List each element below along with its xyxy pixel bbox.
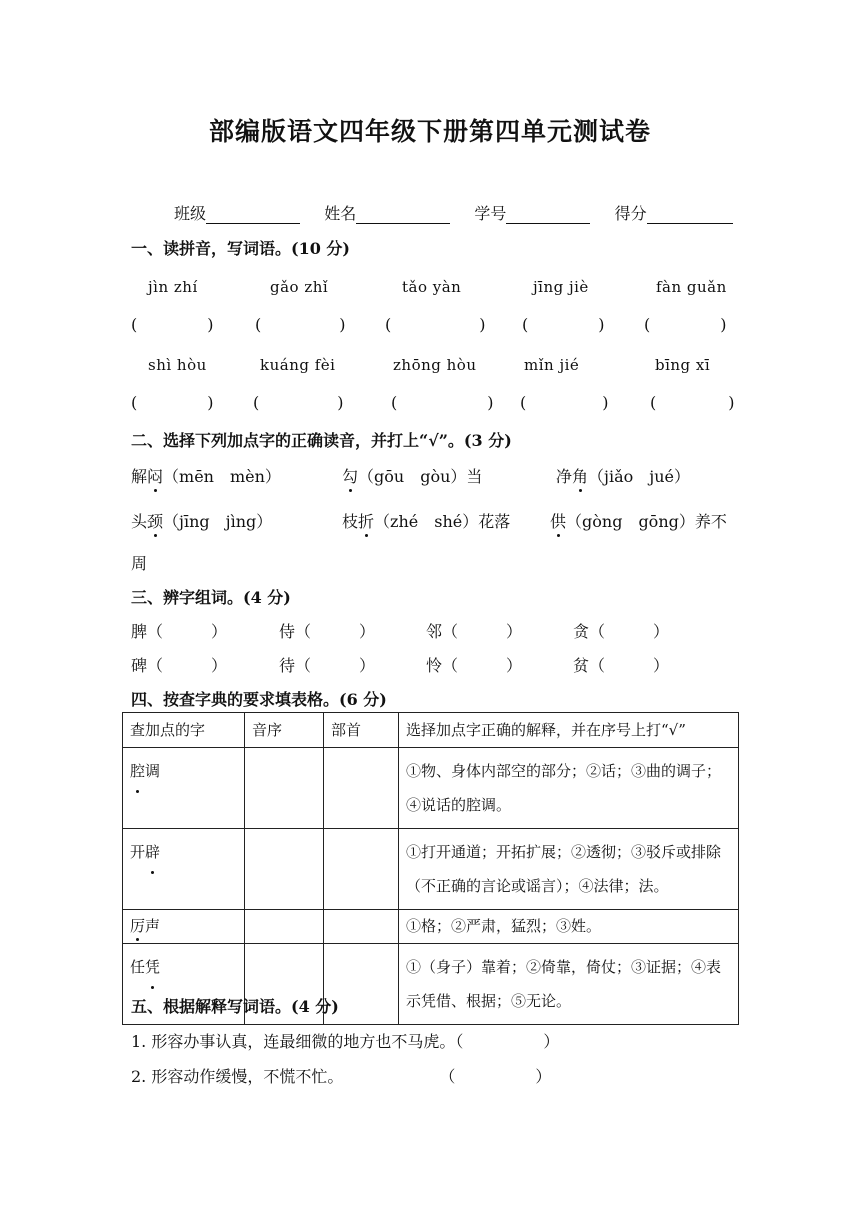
section3-heading: 三、辨字组词。(4 分) bbox=[131, 588, 291, 607]
header-cell: 部首 bbox=[324, 713, 399, 748]
dotted-char: 闷 bbox=[147, 464, 163, 487]
blank: （ ） bbox=[147, 656, 228, 675]
pinyin-10: bīng xī bbox=[655, 356, 711, 374]
pinyin-4: jīng jiè bbox=[533, 278, 589, 296]
char-item-1[interactable] bbox=[131, 619, 227, 642]
table-header-row bbox=[123, 713, 739, 748]
table-row bbox=[123, 829, 739, 910]
word-char: 开 bbox=[130, 843, 146, 861]
definition-cell[interactable]: ①格；②严肃，猛烈；③姓。 bbox=[399, 910, 739, 944]
word-cell bbox=[123, 748, 245, 829]
dotted-char: 角 bbox=[572, 464, 588, 487]
dotted-char: 供 bbox=[550, 509, 566, 532]
number-label: 学号 bbox=[474, 204, 507, 223]
definition-cell[interactable]: ①（身子）靠着；②倚靠，倚仗；③证据；④表示凭借、根据；⑤无论。 bbox=[399, 944, 739, 1025]
bushou-cell[interactable] bbox=[324, 829, 399, 910]
student-info bbox=[174, 201, 733, 224]
yinxu-cell[interactable] bbox=[245, 910, 324, 944]
reading-item-3[interactable] bbox=[556, 464, 690, 487]
class-label: 班级 bbox=[174, 204, 207, 223]
answer-blank-1[interactable]: ( ) bbox=[131, 315, 214, 334]
answer-blank-7[interactable]: ( ) bbox=[253, 393, 344, 412]
blank: （ ） bbox=[589, 622, 670, 641]
blank: （ ） bbox=[295, 656, 376, 675]
char: 碑 bbox=[131, 656, 148, 675]
char-item-7[interactable] bbox=[426, 653, 522, 676]
blank: （ ） bbox=[147, 622, 228, 641]
char-item-5[interactable] bbox=[131, 653, 227, 676]
char: 侍 bbox=[279, 622, 296, 641]
question-2[interactable]: 2. 形容动作缓慢，不慌不忙。 （ ） bbox=[131, 1067, 552, 1086]
pinyin-1: jìn zhí bbox=[148, 278, 198, 296]
item-text: 头 bbox=[131, 512, 148, 531]
reading-item-6[interactable] bbox=[550, 509, 727, 532]
pinyin-7: kuáng fèi bbox=[260, 356, 336, 374]
answer-blank-3[interactable]: ( ) bbox=[385, 315, 486, 334]
char-item-6[interactable] bbox=[279, 653, 375, 676]
reading-item-6-wrap: 周 bbox=[131, 554, 148, 573]
item-text: 解 bbox=[131, 467, 148, 486]
reading-item-4[interactable] bbox=[131, 509, 272, 532]
pinyin-3: tǎo yàn bbox=[402, 278, 462, 296]
item-text: 净 bbox=[556, 467, 573, 486]
word-cell bbox=[123, 829, 245, 910]
score-label: 得分 bbox=[614, 204, 647, 223]
pinyin-2: gǎo zhǐ bbox=[270, 278, 329, 296]
answer-blank-8[interactable]: ( ) bbox=[391, 393, 494, 412]
blank: （ ） bbox=[442, 622, 523, 641]
blank: （ ） bbox=[442, 656, 523, 675]
answer-blank-6[interactable]: ( ) bbox=[131, 393, 214, 412]
page-title: 部编版语文四年级下册第四单元测试卷 bbox=[208, 117, 651, 146]
section2-heading: 二、选择下列加点字的正确读音，并打上“√”。(3 分) bbox=[131, 431, 512, 450]
dotted-char: 颈 bbox=[147, 509, 163, 532]
name-label: 姓名 bbox=[324, 204, 357, 223]
word-cell bbox=[123, 910, 245, 944]
name-field[interactable] bbox=[356, 206, 450, 224]
char: 贫 bbox=[573, 656, 590, 675]
pinyin-6: shì hòu bbox=[148, 356, 207, 374]
dotted-char: 折 bbox=[358, 509, 374, 532]
header-cell: 查加点的字 bbox=[123, 713, 245, 748]
bushou-cell[interactable] bbox=[324, 748, 399, 829]
class-field[interactable] bbox=[206, 206, 300, 224]
dotted-char: 厉 bbox=[130, 917, 146, 935]
word-char: 任 bbox=[130, 958, 146, 976]
answer-blank-10[interactable]: ( ) bbox=[650, 393, 735, 412]
yinxu-cell[interactable] bbox=[245, 748, 324, 829]
char: 贪 bbox=[573, 622, 590, 641]
answer-blank-4[interactable]: ( ) bbox=[522, 315, 605, 334]
answer-blank-9[interactable]: ( ) bbox=[520, 393, 609, 412]
item-options: （zhé shé）花落 bbox=[374, 512, 511, 531]
question-1[interactable]: 1. 形容办事认真，连最细微的地方也不马虎。（ ） bbox=[131, 1032, 560, 1051]
char-item-4[interactable] bbox=[573, 619, 669, 642]
definition-cell[interactable]: ①物、身体内部空的部分；②话；③曲的调子；④说话的腔调。 bbox=[399, 748, 739, 829]
definition-cell[interactable]: ①打开通道；开拓扩展；②透彻；③驳斥或排除（不正确的言论或谣言）；④法律；法。 bbox=[399, 829, 739, 910]
yinxu-cell[interactable] bbox=[245, 829, 324, 910]
table-row bbox=[123, 910, 739, 944]
item-options: （jiǎo jué） bbox=[588, 467, 691, 486]
dotted-char: 辟 bbox=[145, 835, 160, 869]
section4-heading: 四、按查字典的要求填表格。(6 分) bbox=[131, 690, 387, 709]
reading-item-1[interactable] bbox=[131, 464, 281, 487]
table-row bbox=[123, 748, 739, 829]
item-options: （jīng jìng） bbox=[163, 512, 273, 531]
blank: （ ） bbox=[589, 656, 670, 675]
reading-item-5[interactable] bbox=[342, 509, 510, 532]
pinyin-8: zhōng hòu bbox=[393, 356, 477, 374]
section1-heading: 一、读拼音，写词语。(10 分) bbox=[131, 239, 350, 258]
pinyin-9: mǐn jié bbox=[524, 356, 580, 374]
item-options: （mēn mèn） bbox=[163, 467, 281, 486]
char-item-2[interactable] bbox=[279, 619, 375, 642]
dotted-char: 凭 bbox=[145, 950, 160, 984]
char: 邻 bbox=[426, 622, 443, 641]
answer-blank-5[interactable]: ( ) bbox=[644, 315, 727, 334]
header-cell: 音序 bbox=[245, 713, 324, 748]
dictionary-table bbox=[122, 712, 739, 1025]
word-char: 调 bbox=[145, 762, 161, 780]
char: 怜 bbox=[426, 656, 443, 675]
item-options: （gōu gòu）当 bbox=[358, 467, 483, 486]
dotted-char: 腔 bbox=[130, 754, 145, 788]
char: 待 bbox=[279, 656, 296, 675]
pinyin-5: fàn guǎn bbox=[656, 278, 727, 296]
dotted-char: 勾 bbox=[342, 464, 358, 487]
char: 脾 bbox=[131, 622, 148, 641]
blank: （ ） bbox=[295, 622, 376, 641]
bushou-cell[interactable] bbox=[324, 910, 399, 944]
header-cell: 选择加点字正确的解释，并在序号上打“√” bbox=[399, 713, 739, 748]
word-char: 声 bbox=[145, 917, 161, 935]
number-field[interactable] bbox=[506, 206, 590, 224]
item-text: 枝 bbox=[342, 512, 359, 531]
char-item-3[interactable] bbox=[426, 619, 522, 642]
answer-blank-2[interactable]: ( ) bbox=[255, 315, 346, 334]
score-field[interactable] bbox=[647, 206, 733, 224]
item-options: （gòng gōng）养不 bbox=[566, 512, 727, 531]
section5-heading: 五、根据解释写词语。(4 分) bbox=[131, 997, 339, 1016]
char-item-8[interactable] bbox=[573, 653, 669, 676]
reading-item-2[interactable] bbox=[342, 464, 482, 487]
